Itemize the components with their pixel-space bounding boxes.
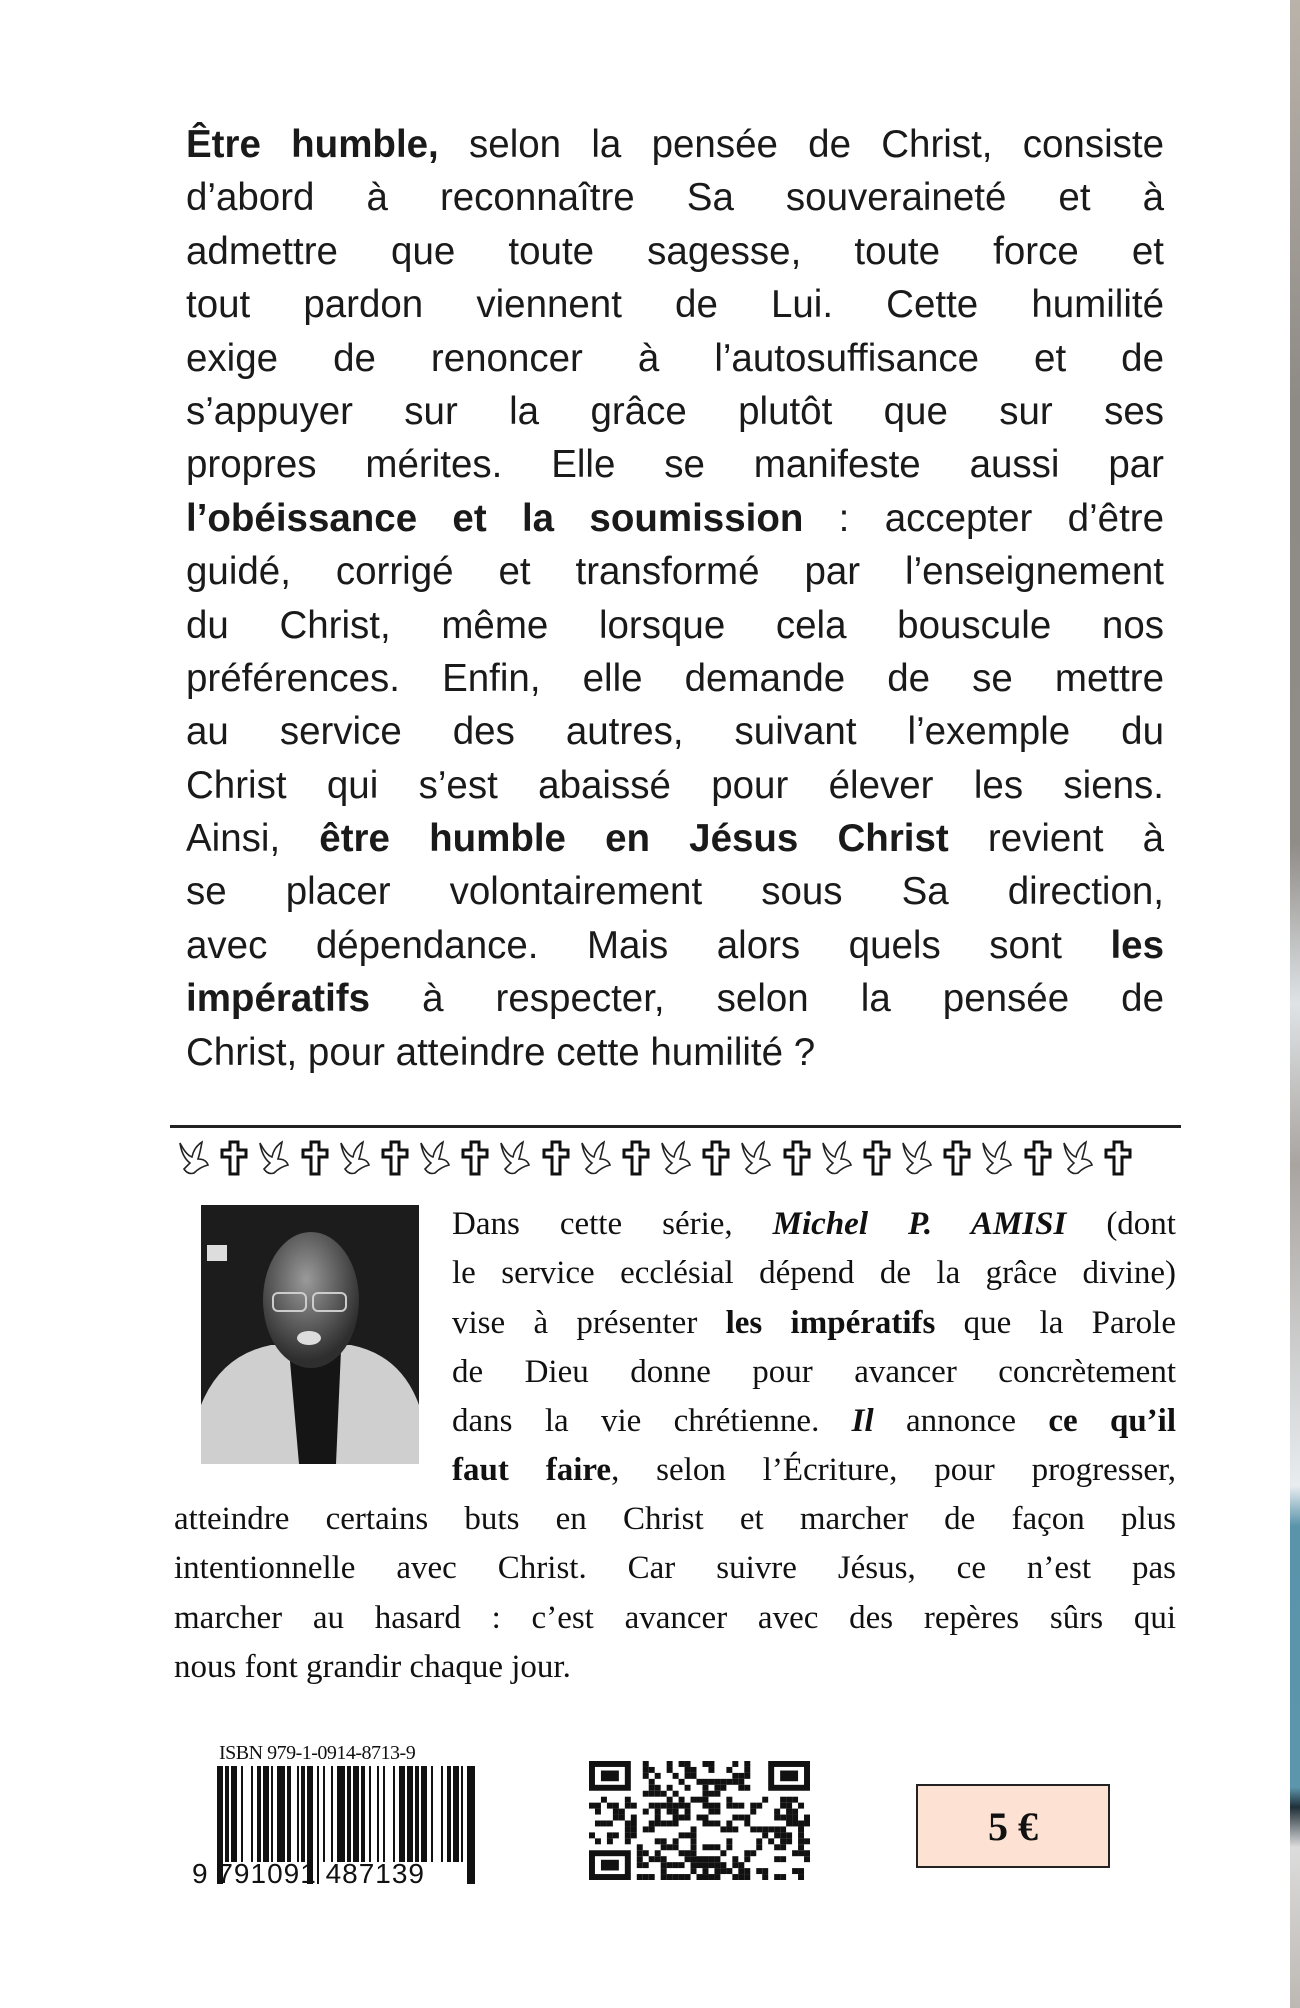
barcode-bar xyxy=(441,1766,443,1862)
barcode-bar xyxy=(453,1766,459,1862)
dove-icon xyxy=(417,1139,453,1177)
text-line xyxy=(452,1446,1176,1495)
emphasis-text: les xyxy=(1110,923,1164,967)
barcode-bar xyxy=(383,1766,385,1862)
cross-icon xyxy=(1100,1139,1136,1177)
barcode-bar xyxy=(467,1766,475,1884)
barcode-bar xyxy=(331,1766,333,1862)
text-line xyxy=(452,1348,1176,1397)
text-line xyxy=(186,492,1164,545)
barcode-bar xyxy=(431,1766,433,1862)
text-line xyxy=(186,1026,1164,1079)
text-segment: vise à présenter xyxy=(452,1304,726,1341)
text-segment: du Christ, même lorsque cela bouscule nos xyxy=(186,603,1164,647)
barcode-bar xyxy=(231,1766,237,1862)
text-line xyxy=(186,599,1164,652)
barcode-bar xyxy=(421,1766,427,1862)
emphasis-text: les impératifs xyxy=(725,1304,936,1341)
cross-icon xyxy=(698,1139,734,1177)
barcode-bar xyxy=(257,1766,261,1862)
text-segment: guidé, corrigé et transformé par l’enseignement xyxy=(186,550,1164,594)
barcode-bar xyxy=(393,1766,395,1862)
text-line xyxy=(186,385,1164,438)
barcode-bar xyxy=(347,1766,351,1862)
barcode-bar xyxy=(369,1766,371,1862)
barcode-bar xyxy=(241,1766,243,1862)
barcode-bar xyxy=(337,1766,345,1862)
text-segment: intentionnelle avec Christ. Car suivre Jésus, ce n’est pas xyxy=(174,1550,1176,1587)
dove-icon xyxy=(979,1139,1015,1177)
text-segment: dans la vie chrétienne. xyxy=(452,1403,852,1440)
text-segment: Christ qui s’est abaissé pour élever les siens. xyxy=(186,763,1164,807)
cross-icon xyxy=(618,1139,654,1177)
text-line xyxy=(186,438,1164,491)
barcode-bar xyxy=(251,1766,253,1862)
isbn-barcode xyxy=(192,1742,482,1900)
text-line xyxy=(452,1299,1176,1348)
text-line xyxy=(174,1544,1176,1593)
barcode-bar xyxy=(415,1766,419,1862)
emphasis-text: Être humble, xyxy=(186,123,439,166)
dove-icon xyxy=(1060,1139,1096,1177)
text-line xyxy=(452,1200,1176,1249)
text-line xyxy=(186,705,1164,758)
dove-icon xyxy=(337,1139,373,1177)
barcode-bar xyxy=(277,1766,285,1862)
text-line xyxy=(186,278,1164,331)
cross-icon xyxy=(859,1139,895,1177)
text-line xyxy=(186,812,1164,865)
text-segment: selon la pensée de Christ, consiste xyxy=(438,123,1164,166)
dove-icon xyxy=(176,1139,212,1177)
adjacent-cover-edge xyxy=(1290,0,1300,2008)
text-segment: Christ, pour atteindre cette humilité ? xyxy=(186,1030,816,1074)
text-segment: revient à xyxy=(948,817,1164,861)
text-segment: : accepter d’être xyxy=(803,496,1164,540)
text-line xyxy=(186,225,1164,278)
dove-icon xyxy=(256,1139,292,1177)
text-line xyxy=(186,972,1164,1025)
author-paragraph-full xyxy=(174,1495,1176,1692)
text-segment: admettre que toute sagesse, toute force et xyxy=(186,229,1164,273)
barcode-bar xyxy=(407,1766,413,1862)
author-paragraph-beside-photo xyxy=(452,1200,1176,1496)
text-line xyxy=(174,1643,1176,1692)
barcode-bar xyxy=(361,1766,365,1862)
text-segment: propres mérites. Elle se manifeste aussi par xyxy=(186,443,1164,487)
qr-code xyxy=(589,1761,810,1880)
emphasis-text: ce qu’il xyxy=(1048,1403,1176,1440)
text-segment: le service ecclésial dépend de la grâce divine) xyxy=(452,1255,1176,1292)
text-line xyxy=(186,759,1164,812)
text-line xyxy=(186,865,1164,918)
text-segment: Ainsi, xyxy=(186,817,320,861)
divider-rule xyxy=(170,1125,1181,1128)
cross-icon xyxy=(1020,1139,1056,1177)
barcode-bar xyxy=(399,1766,405,1862)
text-segment: avec dépendance. Mais alors quels sont xyxy=(186,923,1111,967)
barcode-bar xyxy=(353,1766,359,1862)
emphasis-text: l’obéissance et la soumission xyxy=(186,496,804,540)
text-line xyxy=(186,652,1164,705)
text-line xyxy=(186,919,1164,972)
barcode-bar xyxy=(447,1766,451,1862)
cross-icon xyxy=(939,1139,975,1177)
text-segment: se placer volontairement sous Sa direction, xyxy=(186,870,1164,914)
barcode-bar xyxy=(301,1766,305,1862)
text-line xyxy=(186,545,1164,598)
ornament-border xyxy=(176,1138,1136,1178)
barcode-bar xyxy=(377,1766,379,1862)
author-photo xyxy=(201,1205,419,1464)
text-segment: Dans cette série, xyxy=(452,1206,773,1242)
emphasis-text: faut faire xyxy=(452,1452,612,1489)
emphasis-text: Michel P. AMISI xyxy=(772,1206,1067,1242)
text-line xyxy=(452,1397,1176,1446)
barcode-bar xyxy=(271,1766,273,1862)
text-segment: s’appuyer sur la grâce plutôt que sur ses xyxy=(186,389,1164,433)
isbn-label: ISBN 979-1-0914-8713-9 xyxy=(219,1742,416,1764)
emphasis-text: impératifs xyxy=(186,977,371,1021)
text-segment: nous font grandir chaque jour. xyxy=(174,1648,571,1685)
dove-icon xyxy=(819,1139,855,1177)
cross-icon xyxy=(457,1139,493,1177)
cross-icon xyxy=(538,1139,574,1177)
text-segment: à respecter, selon la pensée de xyxy=(370,977,1164,1021)
text-line xyxy=(174,1495,1176,1544)
cross-icon xyxy=(297,1139,333,1177)
ean-digits: 9 791091 487139 xyxy=(192,1858,425,1889)
text-segment: préférences. Enfin, elle demande de se mettre xyxy=(186,656,1164,700)
dove-icon xyxy=(738,1139,774,1177)
text-segment: d’abord à reconnaître Sa souveraineté et à xyxy=(186,176,1164,220)
barcode-bar xyxy=(225,1766,229,1862)
emphasis-text: être humble en Jésus Christ xyxy=(319,817,949,861)
emphasis-text: Il xyxy=(851,1403,874,1440)
barcode-bar xyxy=(323,1766,325,1862)
intro-paragraph xyxy=(186,118,1164,1079)
barcode-bar xyxy=(297,1766,299,1862)
text-segment: tout pardon viennent de Lui. Cette humilité xyxy=(186,283,1164,327)
dove-icon xyxy=(658,1139,694,1177)
dove-icon xyxy=(497,1139,533,1177)
text-segment: au service des autres, suivant l’exemple du xyxy=(186,710,1164,754)
text-segment: (dont xyxy=(1066,1206,1176,1242)
text-line xyxy=(186,332,1164,385)
text-segment: , selon l’Écriture, pour progresser, xyxy=(611,1452,1176,1489)
text-line xyxy=(174,1594,1176,1643)
cross-icon xyxy=(216,1139,252,1177)
barcode-bar xyxy=(263,1766,269,1862)
text-line xyxy=(186,171,1164,224)
barcode-bar xyxy=(461,1766,463,1862)
text-segment: annonce xyxy=(873,1403,1049,1440)
text-line xyxy=(186,118,1164,171)
cross-icon xyxy=(377,1139,413,1177)
barcode-bar xyxy=(287,1766,291,1862)
text-segment: que la Parole xyxy=(935,1304,1176,1341)
text-segment: marcher au hasard : c’est avancer avec des repères sûrs qui xyxy=(174,1599,1176,1636)
price-tag: 5 € xyxy=(916,1784,1110,1868)
text-segment: atteindre certains buts en Christ et marcher de façon plus xyxy=(174,1501,1176,1537)
text-segment: de Dieu donne pour avancer concrètement xyxy=(452,1353,1176,1390)
text-line xyxy=(452,1249,1176,1298)
dove-icon xyxy=(578,1139,614,1177)
text-segment: exige de renoncer à l’autosuffisance et de xyxy=(186,336,1164,380)
dove-icon xyxy=(899,1139,935,1177)
cross-icon xyxy=(779,1139,815,1177)
